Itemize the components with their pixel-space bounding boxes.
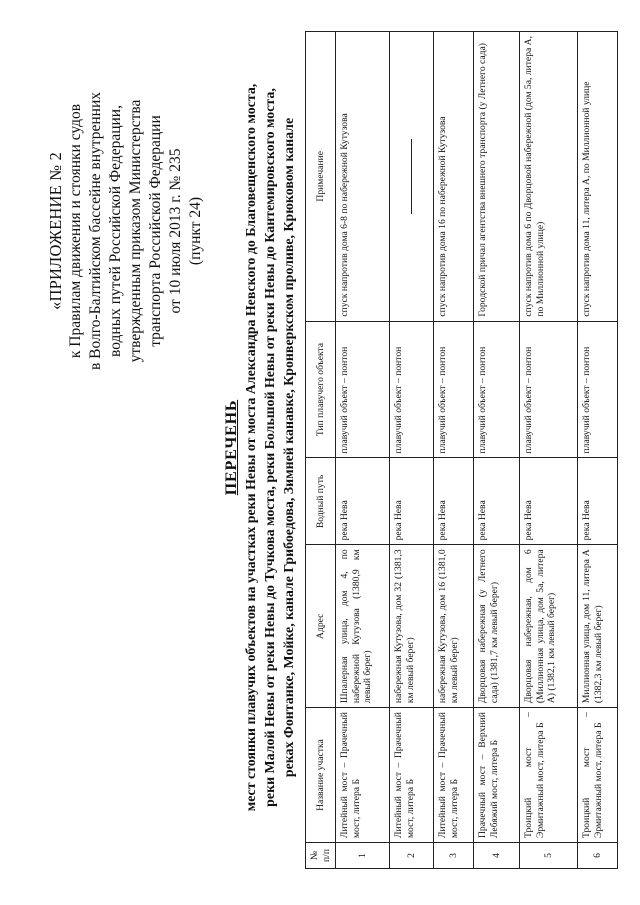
- cell-object-type: плавучий объект – понтон: [434, 321, 474, 458]
- cell-section: Троицкий мост – Эрмитажный мост, литера Б: [578, 708, 618, 843]
- cell-number: 1: [336, 843, 390, 869]
- cell-note: [390, 32, 434, 322]
- cell-number: 6: [578, 843, 618, 869]
- cell-address: набережная Кутузова, дом 16 (1381,0 км левый берег): [434, 545, 474, 708]
- cell-object-type: плавучий объект – понтон: [474, 321, 520, 458]
- header-address: Адрес: [306, 545, 336, 708]
- cell-address: набережная Кутузова, дом 32 (1381,3 км левый берег): [390, 545, 434, 708]
- header-waterway: Водный путь: [306, 458, 336, 545]
- cell-waterway: река Нева: [474, 458, 520, 545]
- cell-note: спуск напротив дома 6 по Дворцовой набережной (дом 5а, литера А, по Миллионной улице): [520, 32, 578, 322]
- appendix-line: к Правилам движения и стоянки судов: [67, 103, 84, 359]
- empty-note-line: [411, 139, 412, 214]
- cell-number: 4: [474, 843, 520, 869]
- cell-section: Литейный мост – Прачечный мост, литера Б: [390, 708, 434, 843]
- table-header-row: [306, 32, 336, 869]
- cell-note: спуск напротив дома 6-8 по набережной Кутузова: [336, 32, 390, 322]
- header-section: Название участка: [306, 708, 336, 843]
- cell-section: Литейный мост – Прачечный мост, литера Б: [336, 708, 390, 843]
- cell-address: Дворцовая набережная (у Летнего сада) (1381,7 км левый берег): [474, 545, 520, 708]
- appendix-header: [46, 41, 206, 421]
- objects-table: [305, 31, 618, 869]
- cell-object-type: плавучий объект – понтон: [336, 321, 390, 458]
- cell-waterway: река Нева: [390, 458, 434, 545]
- appendix-line: утвержденным приказом Министерства: [127, 99, 144, 363]
- table-row: [578, 32, 618, 869]
- document-title: ПЕРЕЧЕНЬ: [223, 399, 240, 496]
- document-subtitle-line: мест стоянки плавучих объектов на участках реки Невы от моста Александра Невского до Благовещенского моста,: [244, 83, 259, 812]
- document-subtitle-line: реки Малой Невы от реки Невы до Тучкова моста, реки Большой Невы от реки Невы до Кантемировского моста,: [263, 88, 278, 807]
- cell-section: Прачечный мост – Верхний Лебяжий мост, литера Б: [474, 708, 520, 843]
- table-row: [390, 32, 434, 869]
- cell-object-type: плавучий объект – понтон: [578, 321, 618, 458]
- table-row: [520, 32, 578, 869]
- cell-waterway: река Нева: [336, 458, 390, 545]
- table-row: [474, 32, 520, 869]
- table-row: [434, 32, 474, 869]
- header-object-type: Тип плавучего объекта: [306, 321, 336, 458]
- cell-object-type: плавучий объект – понтон: [390, 321, 434, 458]
- cell-address: Шпалерная улица, дом 4, по набережной Кутузова (1380,9 км левый берег): [336, 545, 390, 708]
- appendix-line: водных путей Российской Федерации,: [107, 105, 124, 357]
- cell-section: Литейный мост – Прачечный мост, литера Б: [434, 708, 474, 843]
- appendix-line: в Волго-Балтийском бассейне внутренних: [87, 92, 104, 371]
- appendix-line: от 10 июля 2013 г. № 235: [167, 148, 184, 314]
- cell-number: 3: [434, 843, 474, 869]
- cell-address: Миллионная улица, дом 11, литера А (1382,3 км левый берег): [578, 545, 618, 708]
- cell-note: Городской причал агентства внешнего транспорта (у Летнего сада): [474, 32, 520, 322]
- table-row: [336, 32, 390, 869]
- cell-waterway: река Нева: [434, 458, 474, 545]
- appendix-line: транспорта Российской Федерации: [147, 115, 164, 347]
- cell-waterway: река Нева: [578, 458, 618, 545]
- cell-section: Троицкий мост – Эрмитажный мост, литера Б: [520, 708, 578, 843]
- appendix-title: «ПРИЛОЖЕНИЕ № 2: [46, 152, 65, 310]
- cell-number: 5: [520, 843, 578, 869]
- cell-note: спуск напротив дома 16 по набережной Кутузова: [434, 32, 474, 322]
- cell-address: Дворцовая набережная, дом 6 (Миллионная улица, дом 5а, литера А) (1382,1 км левый берег): [520, 545, 578, 708]
- document-heading: [222, 30, 299, 865]
- cell-waterway: река Нева: [520, 458, 578, 545]
- header-note: Примечание: [306, 32, 336, 322]
- cell-note: спуск напротив дома 11, литера А, по Миллионной улице: [578, 32, 618, 322]
- cell-object-type: плавучий объект – понтон: [520, 321, 578, 458]
- appendix-line: (пункт 24): [187, 196, 204, 266]
- header-number: № п/п: [306, 843, 336, 869]
- document-subtitle-line: реках Фонтанке, Мойке, канале Грибоедова, Зимней канавке, Кронверкском проливе, Крюковом канале: [282, 117, 297, 778]
- cell-number: 2: [390, 843, 434, 869]
